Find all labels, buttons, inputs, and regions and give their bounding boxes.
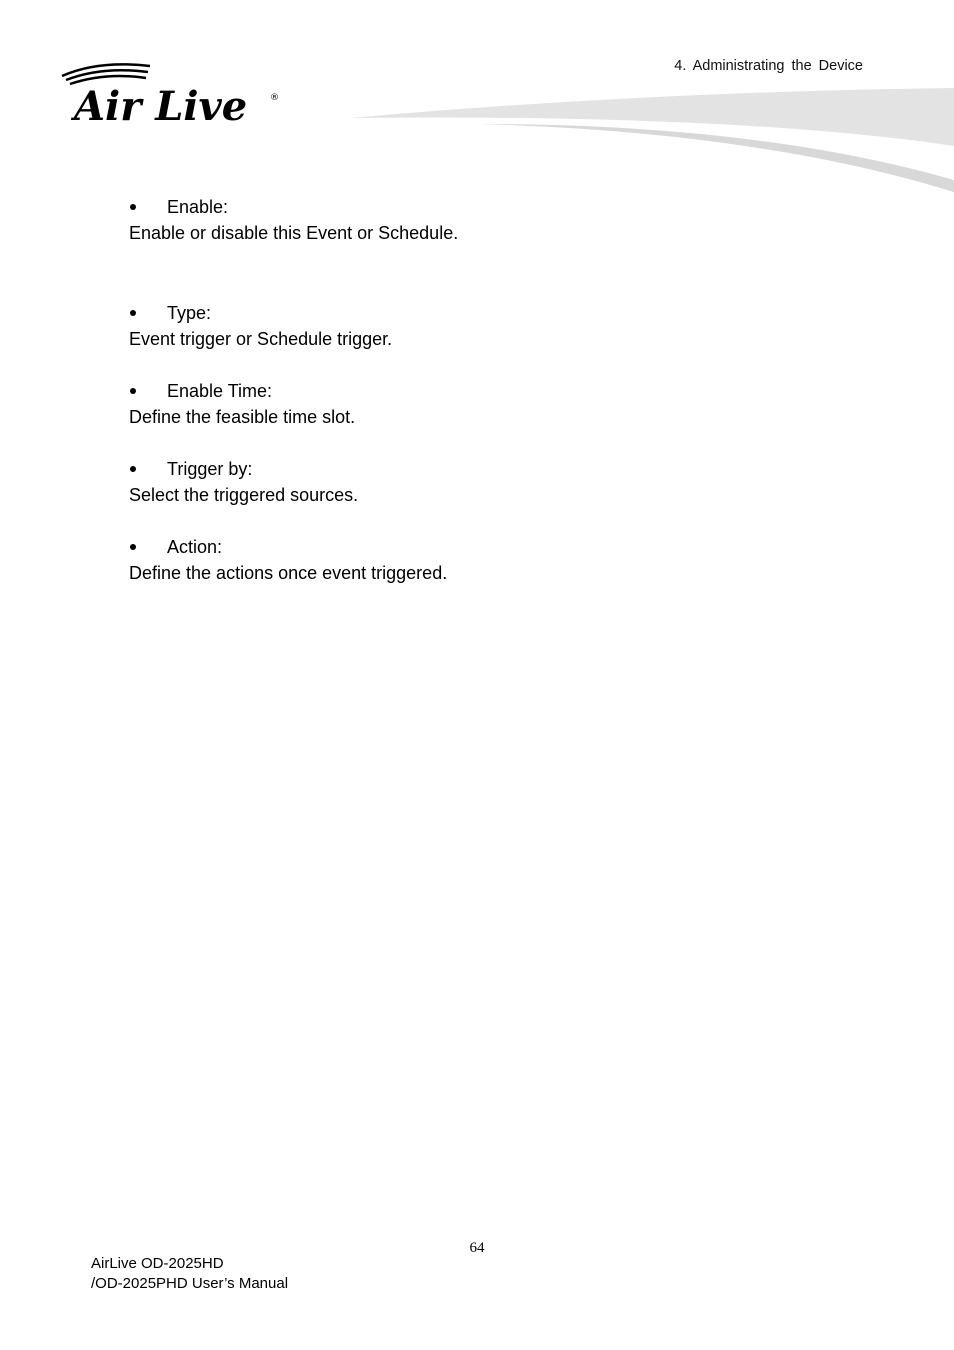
manual-title-line1: AirLive OD-2025HD xyxy=(91,1255,224,1272)
item-description: Define the actions once event triggered. xyxy=(129,563,448,583)
bullet-icon xyxy=(130,388,136,394)
list-item xyxy=(129,536,849,586)
item-title: Action: xyxy=(167,536,223,557)
list-item xyxy=(129,196,849,246)
airlive-logo xyxy=(58,60,288,128)
bullet-list xyxy=(129,196,849,586)
manual-title-line2: /OD-2025PHD User’s Manual xyxy=(91,1275,289,1292)
item-title: Enable Time: xyxy=(167,380,273,401)
svg-text:®: ® xyxy=(270,93,279,103)
item-description: Enable or disable this Event or Schedule. xyxy=(129,223,459,243)
item-description: Event trigger or Schedule trigger. xyxy=(129,329,393,349)
header-swoosh-graphic xyxy=(340,84,954,196)
item-description: Define the feasible time slot. xyxy=(129,407,356,427)
svg-text:Air Live: Air Live xyxy=(74,83,248,128)
bullet-icon xyxy=(130,544,136,550)
chapter-heading: 4. Administrating the Device xyxy=(674,58,863,74)
bullet-icon xyxy=(130,466,136,472)
item-title: Trigger by: xyxy=(167,458,253,479)
list-item xyxy=(129,458,849,508)
list-item xyxy=(129,380,849,430)
page-number: 64 xyxy=(469,1240,485,1256)
item-description: Select the triggered sources. xyxy=(129,485,359,505)
item-title: Enable: xyxy=(167,196,229,217)
item-title: Type: xyxy=(167,302,212,323)
bullet-icon xyxy=(130,310,136,316)
bullet-icon xyxy=(130,204,136,210)
list-item xyxy=(129,302,849,352)
manual-title xyxy=(91,1254,288,1294)
